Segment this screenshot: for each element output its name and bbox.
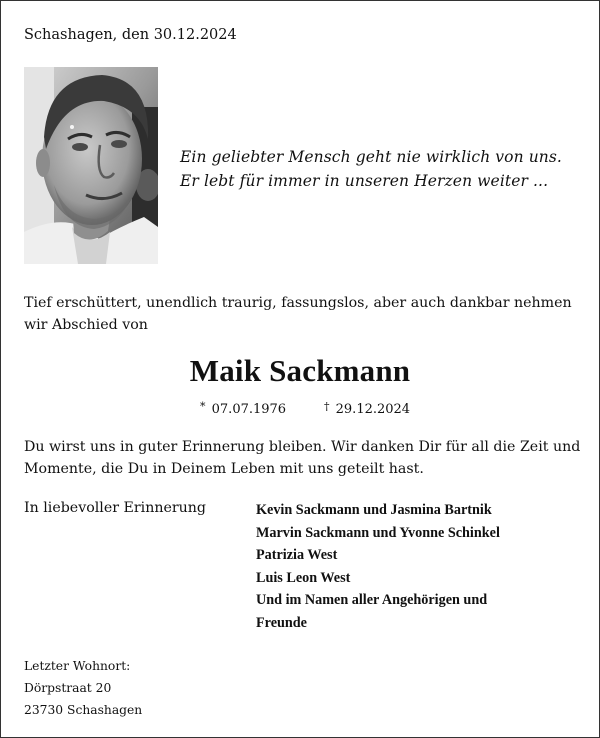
birth-date — [200, 400, 286, 417]
remembrance-text: Du wirst uns in guter Erinnerung bleiben. Wir danken Dir für all die Zeit und Momente, die Du in Deinem Leben mit uns geteilt hast. — [24, 439, 581, 477]
death-date-value: 29.12.2024 — [335, 402, 411, 417]
mourners-label: In liebevoller Erinnerung — [24, 500, 207, 516]
quote-line-1: Ein geliebter Mensch geht nie wirklich von uns. — [180, 148, 562, 166]
mourner-line: Freunde — [256, 614, 307, 631]
address-label: Letzter Wohnort: — [24, 659, 131, 673]
mourner-line: Und im Namen aller Angehörigen und — [256, 592, 488, 608]
quote-line-2: Er lebt für immer in unseren Herzen weiter ... — [180, 172, 549, 190]
intro-text: Tief erschüttert, unendlich traurig, fassungslos, aber auch dankbar nehmen wir Abschied von — [24, 295, 572, 333]
mourner-line: Luis Leon West — [256, 569, 351, 586]
address-street: Dörpstraat 20 — [24, 681, 112, 695]
address-city: 23730 Schashagen — [24, 703, 143, 717]
portrait-photo — [24, 67, 158, 264]
birth-symbol: * — [200, 400, 206, 413]
mourner-line: Patrizia West — [256, 547, 338, 563]
death-symbol: † — [324, 400, 330, 413]
mourner-line: Kevin Sackmann und Jasmina Bartnik — [256, 502, 492, 518]
deceased-name: Maik Sackmann — [189, 353, 411, 388]
birth-date-value: 07.07.1976 — [211, 402, 287, 417]
mourner-line: Marvin Sackmann und Yvonne Schinkel — [256, 524, 500, 541]
last-residence — [24, 655, 142, 721]
death-date — [324, 400, 410, 417]
memorial-quote — [180, 145, 562, 193]
place-date: Schashagen, den 30.12.2024 — [24, 27, 237, 43]
mourners-list — [256, 499, 586, 634]
